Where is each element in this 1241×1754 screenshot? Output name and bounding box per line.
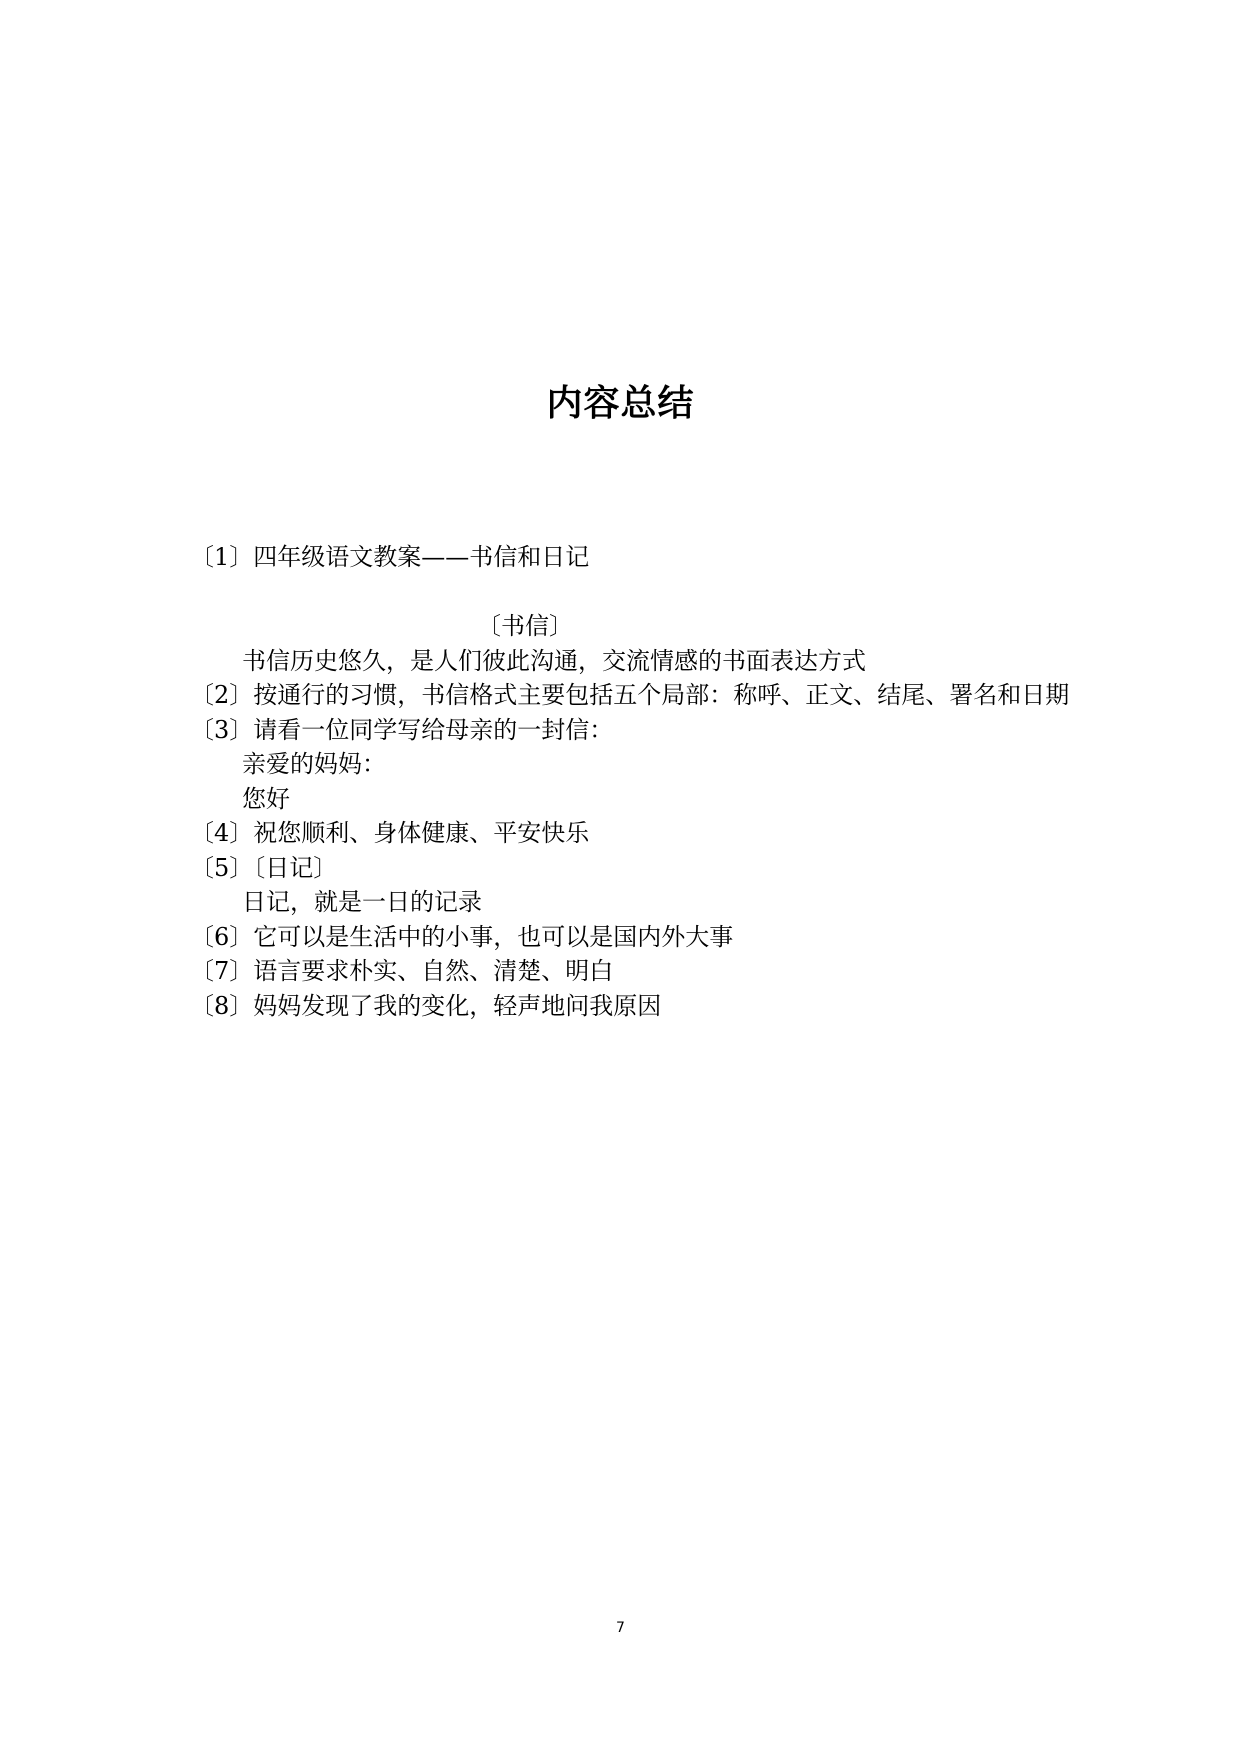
item-5-diary-heading: 〔5〕〔日记〕 xyxy=(190,853,338,882)
item-7-language-requirements: 〔7〕语言要求朴实、自然、清楚、明白 xyxy=(190,957,614,985)
item-6-diary-topics: 〔6〕它可以是生活中的小事，也可以是国内外大事 xyxy=(190,922,734,951)
item-1-heading: 〔1〕四年级语文教案——书信和日记 xyxy=(190,543,590,571)
page-number: 7 xyxy=(616,1620,625,1636)
item-3-letter-example: 〔3〕请看一位同学写给母亲的一封信： xyxy=(190,715,614,744)
item-4-wishes: 〔4〕祝您顺利、身体健康、平安快乐 xyxy=(190,819,590,847)
letter-intro-paragraph: 书信历史悠久，是人们彼此沟通，交流情感的书面表达方式 xyxy=(242,646,866,675)
diary-definition: 日记，就是一日的记录 xyxy=(242,888,482,916)
blank-line xyxy=(190,575,1070,610)
page-title: 内容总结 xyxy=(546,383,695,425)
item-8-example-sentence: 〔8〕妈妈发现了我的变化，轻声地问我原因 xyxy=(190,991,662,1020)
letter-salutation: 亲爱的妈妈： xyxy=(242,750,386,778)
section-heading-letter: 〔书信〕 xyxy=(477,612,573,640)
document-body xyxy=(190,540,1070,1023)
item-2-letter-format: 〔2〕按通行的习惯，书信格式主要包括五个局部：称呼、正文、结尾、署名和日期 xyxy=(190,681,1070,709)
letter-greeting: 您好 xyxy=(242,784,290,813)
